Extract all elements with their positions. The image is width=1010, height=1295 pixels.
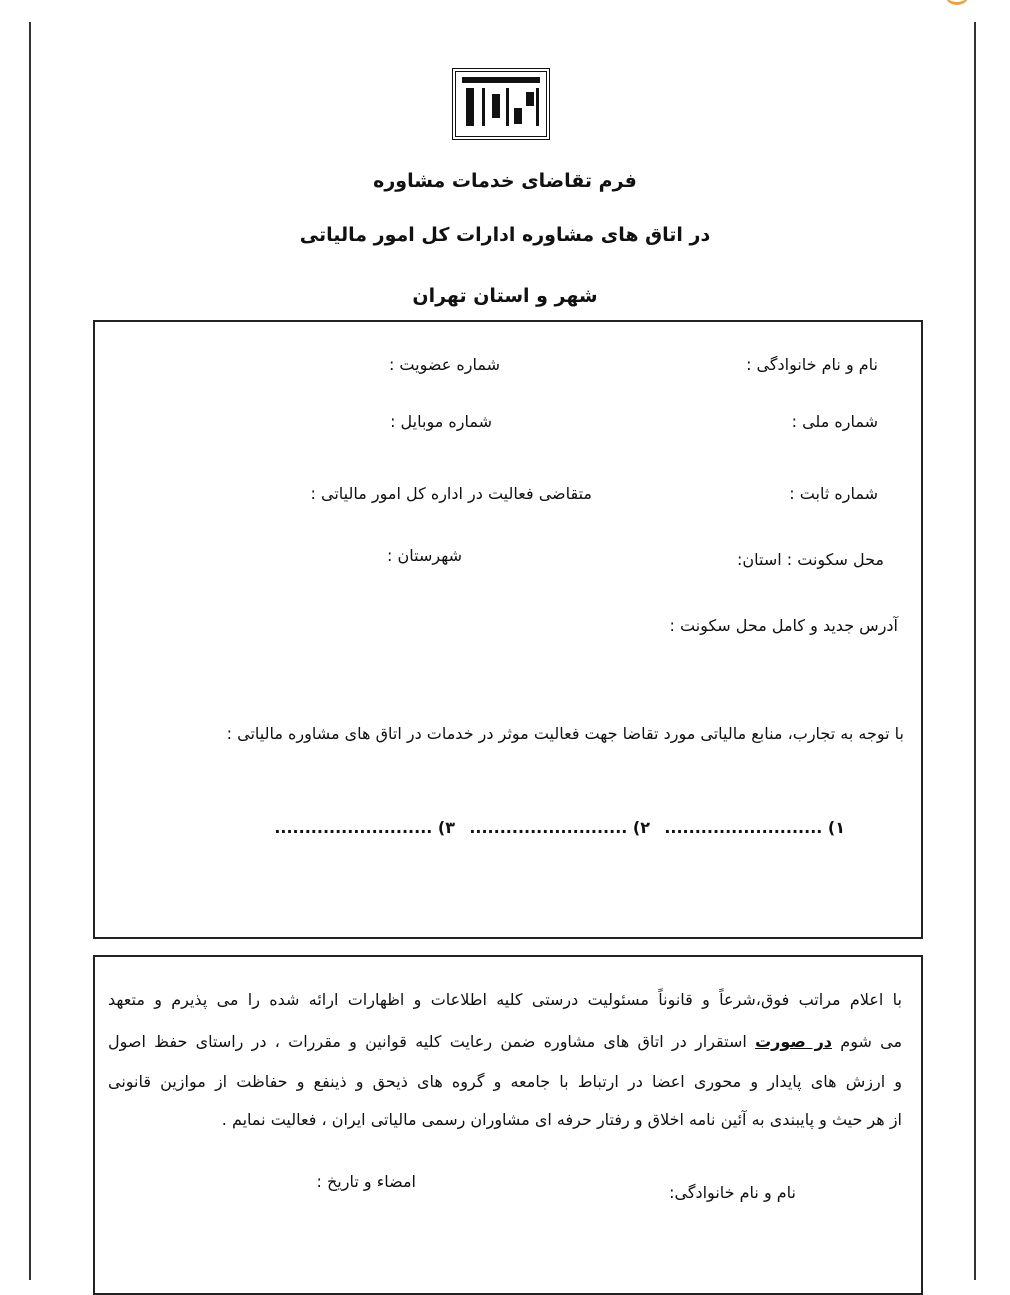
full-name-field[interactable]: نام و نام خانوادگی : xyxy=(746,355,878,374)
tax-source-option-3[interactable]: ۳) .......................... xyxy=(274,818,455,837)
form-title: فرم تقاضای خدمات مشاوره xyxy=(373,170,637,192)
declaration-line-2-end: استقرار در اتاق های مشاوره ضمن رعایت کلیه قوانین و مقررات ، در راستای حفظ اصول xyxy=(108,1032,747,1051)
declaration-line-2 xyxy=(108,1032,902,1051)
address-field[interactable]: آدرس جدید و کامل محل سکونت : xyxy=(669,616,898,635)
tax-sources-prompt: با توجه به تجارب، منابع مالیاتی مورد تقاضا جهت فعالیت موثر در خدمات در اتاق های مشاوره مالیاتی : xyxy=(226,724,904,743)
declaration-line-1: با اعلام مراتب فوق،شرعاً و قانوناً مسئولیت درستی کلیه اطلاعات و اظهارات ارائه شده را می پذیرم و متعهد xyxy=(108,990,902,1009)
declaration-line-2-start: می شوم xyxy=(840,1032,903,1051)
signature-date-field[interactable]: امضاء و تاریخ : xyxy=(316,1172,416,1191)
organization-logo xyxy=(452,68,550,140)
landline-field[interactable]: شماره ثابت : xyxy=(789,484,878,503)
corner-mark xyxy=(944,0,970,5)
residence-province-field[interactable]: محل سکونت : استان: xyxy=(736,550,884,569)
requested-office-field[interactable]: متقاضی فعالیت در اداره کل امور مالیاتی : xyxy=(310,484,592,503)
signer-name-field[interactable]: نام و نام خانوادگی: xyxy=(669,1183,796,1202)
tax-source-option-1[interactable]: ۱) .......................... xyxy=(664,818,845,837)
declaration-line-4: از هر حیث و پایبندی به آئین نامه اخلاق و رفتار حرفه ای مشاوران رسمی مالیاتی ایران ، فعالیت نمایم . xyxy=(221,1110,902,1129)
mobile-field[interactable]: شماره موبایل : xyxy=(390,412,492,431)
national-id-field[interactable]: شماره ملی : xyxy=(791,412,878,431)
declaration-line-3: و ارزش های پایدار و محوری اعضا در ارتباط با جامعه و گروه های ذیحق و ذینفع و حفاظت از موازین قانونی xyxy=(108,1072,902,1091)
tax-source-option-2[interactable]: ۲) .......................... xyxy=(469,818,650,837)
form-subtitle: در اتاق های مشاوره ادارات کل امور مالیاتی xyxy=(299,224,711,246)
county-field[interactable]: شهرستان : xyxy=(387,546,462,565)
page-left-edge xyxy=(29,22,31,1280)
declaration-underlined-text: در صورت xyxy=(755,1032,833,1051)
membership-number-field[interactable]: شماره عضویت : xyxy=(388,355,500,374)
form-location: شهر و استان تهران xyxy=(412,285,598,307)
page-right-edge xyxy=(974,22,976,1280)
